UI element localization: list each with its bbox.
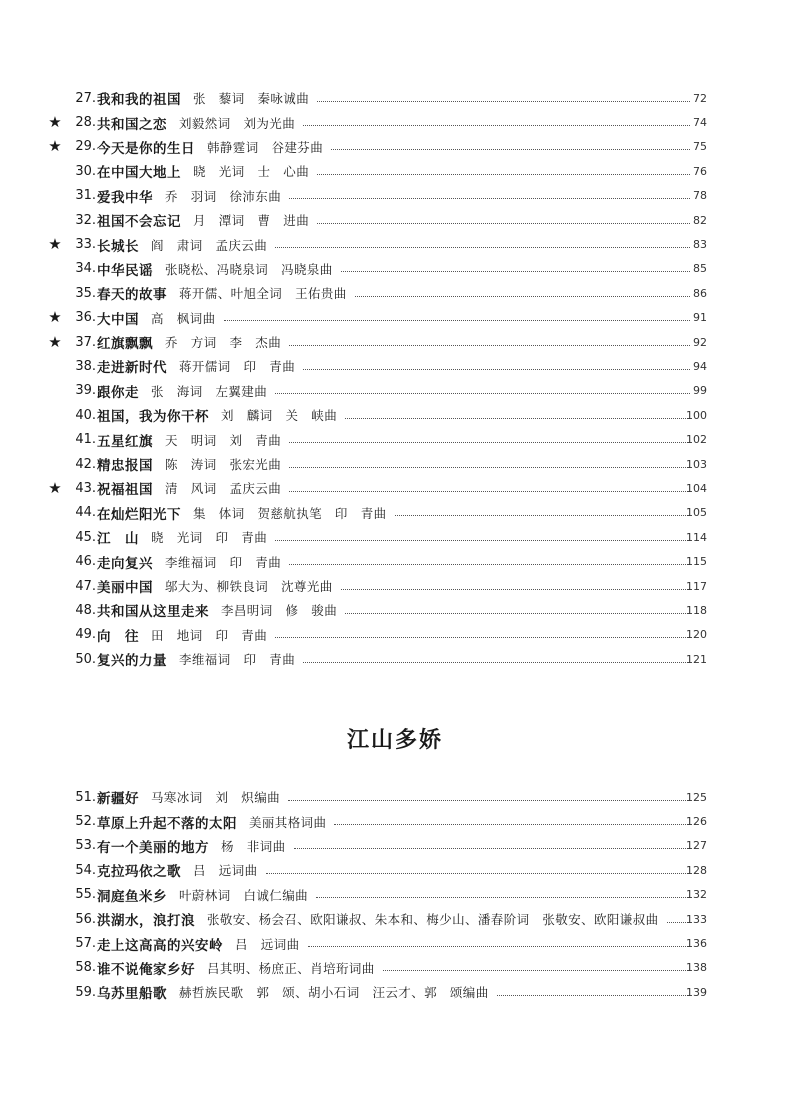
entry-number: 46. [75, 554, 96, 570]
toc-entry[interactable] [0, 427, 790, 451]
song-title[interactable]: 祝福祖国 [97, 482, 153, 499]
page-number: 92 [693, 335, 707, 349]
entry-body [97, 381, 694, 401]
song-title[interactable]: 美丽中国 [97, 580, 153, 596]
toc-entry[interactable] [0, 403, 790, 427]
song-title[interactable]: 洪湖水，浪打浪 [97, 913, 195, 930]
song-credit: 清 风词 孟庆云曲 [165, 481, 282, 497]
dot-leader [275, 540, 690, 541]
song-credit: 张 海词 左翼建曲 [151, 383, 268, 399]
song-title[interactable]: 走进新时代 [97, 360, 167, 377]
song-credit: 李维福词 印 青曲 [179, 652, 296, 668]
entry-number: 52. [75, 814, 96, 830]
page-number: 132 [686, 888, 707, 902]
page-number: 83 [693, 238, 707, 252]
entry-number: 36. [75, 310, 96, 326]
song-title[interactable]: 谁不说俺家乡好 [97, 961, 195, 978]
toc-entry[interactable] [0, 354, 790, 378]
entry-body [97, 478, 694, 498]
entry-body [97, 787, 694, 807]
entry-body [97, 836, 694, 856]
song-title[interactable]: 长城长 [97, 238, 139, 255]
entry-body [97, 982, 694, 1002]
page-number: 85 [693, 262, 707, 276]
entry-body [97, 113, 694, 133]
toc-list-part-two [0, 785, 790, 1005]
toc-entry[interactable] [0, 135, 790, 159]
toc-entry[interactable] [0, 574, 790, 598]
song-credit: 刘毅然词 刘为光曲 [179, 115, 296, 131]
entry-number: 47. [75, 578, 96, 594]
dot-leader [224, 320, 690, 321]
song-credit: 晓 光词 印 青曲 [151, 530, 268, 546]
song-title[interactable]: 今天是你的生日 [97, 140, 195, 157]
star-marker-icon: ★ [48, 308, 62, 327]
song-title[interactable]: 新疆好 [97, 791, 139, 808]
entry-body [97, 283, 694, 303]
page-number: 91 [693, 311, 707, 325]
entry-body [97, 308, 694, 328]
dot-leader [289, 491, 690, 492]
song-credit: 集 体词 贺慈航执笔 印 青曲 [193, 505, 387, 521]
song-credit: 乔 羽词 徐沛东曲 [165, 188, 282, 204]
toc-entry[interactable] [0, 257, 790, 281]
dot-leader [383, 970, 690, 971]
dot-leader [308, 946, 690, 947]
entry-body [97, 405, 694, 425]
entry-number: 55. [75, 887, 96, 903]
song-title[interactable]: 草原上升起不落的太阳 [97, 815, 237, 832]
page-number: 139 [686, 985, 707, 999]
dot-leader [317, 223, 690, 224]
entry-number: 33. [75, 237, 96, 253]
song-title[interactable]: 祖国不会忘记 [97, 214, 181, 231]
toc-entry[interactable] [0, 549, 790, 573]
song-credit: 月 潭词 曹 进曲 [193, 213, 310, 229]
dot-leader [497, 995, 690, 996]
song-credit: 晓 光词 士 心曲 [193, 164, 310, 180]
entry-body [97, 885, 694, 905]
entry-number: 54. [75, 862, 96, 878]
song-title[interactable]: 共和国之恋 [97, 116, 167, 133]
page-number: 86 [693, 286, 707, 300]
entry-body [97, 430, 694, 450]
toc-entry[interactable] [0, 931, 790, 955]
entry-number: 42. [75, 456, 96, 472]
dot-leader [345, 613, 690, 614]
song-title[interactable]: 有一个美丽的地方 [97, 839, 209, 856]
entry-number: 41. [75, 432, 96, 448]
toc-entry[interactable] [0, 330, 790, 354]
song-title[interactable]: 洞庭鱼米乡 [97, 888, 167, 905]
entry-number: 32. [75, 212, 96, 228]
dot-leader [341, 271, 690, 272]
entry-body [97, 552, 694, 572]
dot-leader [303, 369, 690, 370]
dot-leader [289, 564, 690, 565]
section-title: 江山多娇 [346, 727, 443, 753]
entry-number: 30. [75, 163, 96, 179]
page-number: 136 [686, 937, 707, 951]
toc-entry[interactable] [0, 834, 790, 858]
song-title[interactable]: 复兴的力量 [97, 653, 167, 670]
entry-body [97, 600, 694, 620]
toc-entry[interactable] [0, 110, 790, 134]
song-title[interactable]: 祖国，我为你干杯 [97, 409, 209, 426]
page-number: 72 [693, 91, 707, 105]
entry-number: 29. [75, 139, 96, 155]
page-number: 76 [693, 164, 707, 178]
toc-entry[interactable] [0, 809, 790, 833]
song-credit: 吕 远词曲 [235, 936, 300, 952]
entry-body [97, 332, 694, 352]
song-credit: 美丽其格词曲 [249, 814, 327, 830]
toc-entry[interactable] [0, 907, 790, 931]
song-title[interactable]: 大中国 [97, 311, 139, 328]
toc-entry[interactable] [0, 980, 790, 1004]
song-title[interactable]: 在中国大地上 [97, 165, 181, 182]
song-credit: 高 枫词曲 [151, 310, 216, 326]
song-title[interactable]: 我和我的祖国 [97, 92, 181, 109]
page-number: 103 [686, 457, 707, 471]
page-number: 75 [693, 140, 707, 154]
toc-entry[interactable] [0, 623, 790, 647]
song-credit: 李昌明词 修 骏曲 [221, 603, 338, 619]
dot-leader [395, 515, 690, 516]
entry-number: 57. [75, 936, 96, 952]
dot-leader [317, 101, 690, 102]
toc-entry[interactable] [0, 525, 790, 549]
entry-body [97, 934, 694, 954]
page-number: 74 [693, 116, 707, 130]
page-number: 120 [686, 628, 707, 642]
toc-entry[interactable] [0, 208, 790, 232]
toc-entry[interactable] [0, 883, 790, 907]
dot-leader [303, 662, 690, 663]
page-number: 126 [686, 815, 707, 829]
song-title[interactable]: 走上这高高的兴安岭 [97, 937, 223, 954]
star-marker-icon: ★ [48, 235, 62, 254]
toc-entry[interactable] [0, 232, 790, 256]
entry-number: 59. [75, 984, 96, 1000]
entry-number: 27. [75, 90, 96, 106]
song-title[interactable]: 江 山 [97, 531, 139, 548]
song-title[interactable]: 向 往 [97, 628, 139, 645]
entry-number: 56. [75, 911, 96, 927]
dot-leader [341, 589, 690, 590]
song-credit: 李维福词 印 青曲 [165, 554, 282, 570]
toc-entry[interactable] [0, 858, 790, 882]
toc-entry[interactable] [0, 86, 790, 110]
entry-number: 39. [75, 383, 96, 399]
page-number: 133 [686, 912, 707, 926]
toc-entry[interactable] [0, 159, 790, 183]
page-number: 100 [686, 408, 707, 422]
song-credit: 蒋开儒词 印 青曲 [179, 359, 296, 375]
dot-leader [289, 442, 690, 443]
entry-number: 37. [75, 334, 96, 350]
song-credit: 刘 麟词 关 峡曲 [221, 408, 338, 424]
page-number: 121 [686, 652, 707, 666]
page-number: 104 [686, 481, 707, 495]
entry-number: 50. [75, 651, 96, 667]
star-marker-icon: ★ [48, 137, 62, 156]
toc-entry[interactable] [0, 501, 790, 525]
song-title[interactable]: 乌苏里船歌 [97, 986, 167, 1003]
toc-list-part-one [0, 86, 790, 671]
song-title[interactable]: 五星红旗 [97, 433, 153, 450]
entry-body [97, 812, 694, 832]
entry-number: 34. [75, 261, 96, 277]
song-credit: 张晓松、冯晓泉词 冯晓泉曲 [165, 261, 333, 277]
song-title[interactable]: 红旗飘飘 [97, 336, 153, 353]
song-credit: 叶蔚林词 白诚仁编曲 [179, 887, 309, 903]
dot-leader [289, 198, 690, 199]
page-number: 138 [686, 961, 707, 975]
entry-number: 28. [75, 115, 96, 131]
toc-entry[interactable] [0, 379, 790, 403]
entry-number: 35. [75, 285, 96, 301]
song-title[interactable]: 中华民谣 [97, 262, 153, 279]
song-credit: 田 地词 印 青曲 [151, 627, 268, 643]
toc-entry[interactable] [0, 184, 790, 208]
toc-entry[interactable] [0, 598, 790, 622]
page-number: 82 [693, 213, 707, 227]
entry-body [97, 909, 694, 929]
page-number: 115 [686, 555, 707, 569]
dot-leader [288, 800, 690, 801]
entry-number: 48. [75, 602, 96, 618]
entry-body [97, 88, 694, 108]
song-credit: 张 藜词 秦咏诚曲 [193, 91, 310, 107]
entry-body [97, 356, 694, 376]
star-marker-icon: ★ [48, 113, 62, 132]
dot-leader [316, 897, 690, 898]
page-number: 118 [686, 603, 707, 617]
song-credit: 天 明词 刘 青曲 [165, 432, 282, 448]
page-number: 125 [686, 790, 707, 804]
entry-body [97, 210, 694, 230]
song-title[interactable]: 在灿烂阳光下 [97, 506, 181, 523]
song-credit: 马寒冰词 刘 炽编曲 [151, 790, 281, 806]
entry-body [97, 259, 694, 279]
entry-number: 31. [75, 188, 96, 204]
entry-number: 38. [75, 358, 96, 374]
entry-number: 51. [75, 789, 96, 805]
entry-body [97, 527, 694, 547]
entry-body [97, 860, 694, 880]
song-credit: 乔 方词 李 杰曲 [165, 335, 282, 351]
entry-number: 40. [75, 407, 96, 423]
entry-body [97, 958, 694, 978]
song-title[interactable]: 精忠报国 [97, 458, 153, 475]
entry-body [97, 625, 694, 645]
song-credit: 陈 涛词 张宏光曲 [165, 457, 282, 473]
song-credit: 韩静霆词 谷建芬曲 [207, 139, 324, 155]
page-number: 78 [693, 189, 707, 203]
song-title[interactable]: 春天的故事 [97, 287, 167, 304]
star-marker-icon: ★ [48, 478, 62, 497]
dot-leader [355, 296, 690, 297]
song-title[interactable]: 走向复兴 [97, 555, 153, 572]
toc-entry[interactable] [0, 306, 790, 330]
dot-leader [334, 824, 690, 825]
dot-leader [289, 467, 690, 468]
song-credit: 张敬安、杨会召、欧阳谦叔、朱本和、梅少山、潘春阶词 张敬安、欧阳谦叔曲 [207, 912, 659, 928]
dot-leader [275, 247, 690, 248]
song-credit: 赫哲族民歌 郭 颂、胡小石词 汪云才、郭 颂编曲 [179, 985, 489, 1001]
page-number: 99 [693, 384, 707, 398]
dot-leader [303, 125, 690, 126]
page-number: 94 [693, 359, 707, 373]
page-number: 128 [686, 863, 707, 877]
entry-number: 53. [75, 838, 96, 854]
entry-body [97, 137, 694, 157]
song-credit: 邬大为、柳铁良词 沈尊光曲 [165, 579, 333, 594]
song-credit: 吕其明、杨庶正、肖培珩词曲 [207, 960, 375, 976]
song-title[interactable]: 共和国从这里走来 [97, 604, 209, 621]
dot-leader [317, 174, 690, 175]
dot-leader [331, 149, 690, 150]
entry-body [97, 649, 694, 669]
star-marker-icon: ★ [48, 332, 62, 351]
toc-entry[interactable] [0, 281, 790, 305]
dot-leader [275, 393, 690, 394]
song-title[interactable]: 跟你走 [97, 384, 139, 401]
entry-number: 49. [75, 627, 96, 643]
entry-number: 58. [75, 960, 96, 976]
page-number: 105 [686, 506, 707, 520]
dot-leader [275, 637, 690, 638]
song-credit: 杨 非词曲 [221, 838, 286, 854]
entry-body [97, 454, 694, 474]
dot-leader [289, 345, 690, 346]
toc-entry[interactable] [0, 476, 790, 500]
entry-body [97, 235, 694, 255]
entry-body [97, 503, 694, 523]
toc-entry[interactable] [0, 647, 790, 671]
song-credit: 蒋开儒、叶旭全词 王佑贵曲 [179, 286, 347, 302]
entry-number: 45. [75, 529, 96, 545]
song-credit: 吕 远词曲 [193, 863, 258, 879]
dot-leader [266, 873, 690, 874]
song-title[interactable]: 克拉玛依之歌 [97, 864, 181, 881]
entry-number: 44. [75, 505, 96, 521]
entry-number: 43. [75, 480, 96, 496]
dot-leader [294, 848, 690, 849]
page-number: 127 [686, 839, 707, 853]
toc-entry[interactable] [0, 785, 790, 809]
page-number: 102 [686, 433, 707, 447]
song-credit: 阎 肃词 孟庆云曲 [151, 237, 268, 253]
toc-entry[interactable] [0, 956, 790, 980]
entry-body [97, 186, 694, 206]
entry-body [97, 161, 694, 181]
page-number: 114 [686, 530, 707, 544]
dot-leader [345, 418, 690, 419]
entry-body [97, 576, 694, 596]
song-title[interactable]: 爱我中华 [97, 189, 153, 206]
page-number: 117 [686, 579, 707, 593]
toc-entry[interactable] [0, 452, 790, 476]
